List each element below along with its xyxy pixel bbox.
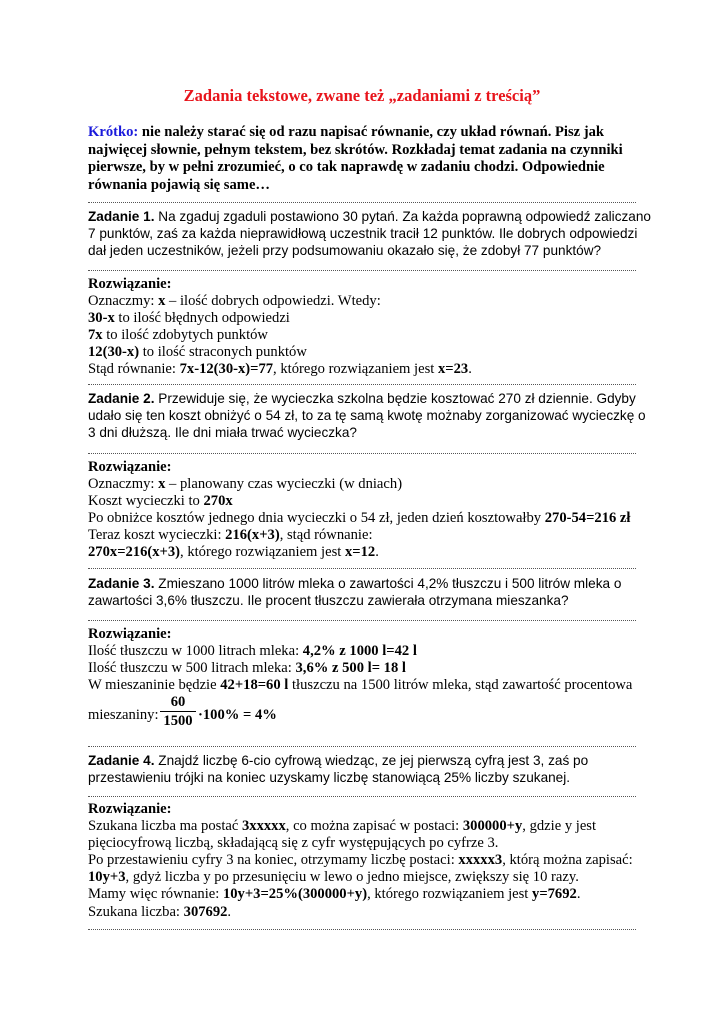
text: . <box>468 361 472 378</box>
text: – planowany czas wycieczki (w dniach) <box>165 476 403 493</box>
dotted-separator <box>88 384 636 385</box>
fraction-numerator: 60 <box>160 694 196 712</box>
math: 42+18=60 l <box>220 677 289 694</box>
text: Ilość tłuszczu w 1000 litrach mleka: <box>88 643 303 660</box>
math: 3xxxxx <box>241 818 286 835</box>
math: 216(x+3) <box>225 527 280 544</box>
math: 307692 <box>183 903 228 920</box>
math: 270x=216(x+3) <box>88 544 181 561</box>
task-2-line: 3 dni dłuższą. Ile dni miała trwać wycieczka? <box>88 425 357 441</box>
text: . <box>375 544 379 561</box>
text: . <box>227 903 232 920</box>
fraction-line <box>88 694 640 742</box>
solution-header: Rozwiązanie: <box>88 801 172 817</box>
task-3 <box>88 575 640 609</box>
text: to ilość zdobytych punktów <box>102 327 268 344</box>
solution-header: Rozwiązanie: <box>88 276 172 292</box>
math: 12(30-x) <box>88 344 140 361</box>
dotted-separator <box>88 620 636 621</box>
task-3-line: zawartości 3,6% tłuszczu. Ile procent tłuszczu zawierała otrzymana mieszanka? <box>88 593 569 609</box>
math: xxxxx3 <box>458 852 503 869</box>
solution-2 <box>88 459 640 562</box>
task-4-label: Zadanie 4. <box>88 753 155 768</box>
math: 300000+y <box>462 818 523 835</box>
math: 7x <box>88 327 103 344</box>
task-1-label: Zadanie 1. <box>88 209 155 224</box>
text: , gdyż liczba y po przesunięciu w lewo o jedno miejsce, zwiększy się 10 razy. <box>125 869 579 886</box>
dotted-separator <box>88 746 636 747</box>
dotted-separator <box>88 568 636 569</box>
solution-1 <box>88 276 640 379</box>
intro-paragraph <box>88 124 636 194</box>
math: 270x <box>203 493 233 510</box>
text: , którego rozwiązaniem jest <box>273 361 438 378</box>
text: Ilość tłuszczu w 500 litrach mleka: <box>88 660 296 677</box>
page-title: Zadania tekstowe, zwane też „zadaniami z treścią” <box>183 86 541 105</box>
math: 270-54=216 zł <box>544 510 631 527</box>
task-2-label: Zadanie 2. <box>88 391 155 406</box>
task-4-line: Znajdź liczbę 6-cio cyfrową wiedząc, ze jej pierwszą cyfrą jest 3, zaś po <box>154 753 589 768</box>
text: . <box>576 886 581 903</box>
math: x <box>158 476 166 493</box>
text: , stąd równanie: <box>279 527 373 544</box>
text: Mamy więc równanie: <box>88 886 223 903</box>
dotted-separator <box>88 929 636 930</box>
text: , co można zapisać w postaci: <box>285 818 463 835</box>
intro-lead: Krótko: <box>88 124 139 140</box>
task-4-line: przestawieniu trójki na koniec uzyskamy liczbę stanowiącą 25% liczby szukanej. <box>88 770 571 786</box>
math: 30-x <box>88 310 115 327</box>
text: – ilość dobrych odpowiedzi. Wtedy: <box>165 293 381 310</box>
fraction <box>160 694 196 730</box>
task-2 <box>88 390 646 441</box>
math: x=12 <box>344 544 376 561</box>
fraction-denominator: 1500 <box>163 713 193 730</box>
task-1 <box>88 208 651 259</box>
math: 7x-12(30-x)=77 <box>179 361 274 378</box>
text: Po obniżce kosztów jednego dnia wycieczki o 54 zł, jeden dzień kosztowałby <box>88 510 545 527</box>
math: 3,6% z 500 l= 18 l <box>295 660 406 677</box>
dotted-separator <box>88 270 636 271</box>
math: y=7692 <box>532 886 577 903</box>
math: 10y+3=25%(300000+y) <box>222 886 368 903</box>
task-3-line: Zmieszano 1000 litrów mleka o zawartości 4,2% tłuszczu i 500 litrów mleka o <box>154 576 622 591</box>
dotted-separator <box>88 202 636 203</box>
text: Oznaczmy: <box>88 476 159 493</box>
task-2-line: Przewiduje się, że wycieczka szkolna będzie kosztować 270 zł dziennie. Gdyby <box>154 391 636 406</box>
text: , gdzie y jest <box>522 818 597 835</box>
text: to ilość straconych punktów <box>139 344 307 361</box>
task-1-line: dał jeden uczestników, jeżeli przy podsumowaniu okazało się, że zdobył 77 punktów? <box>88 243 602 259</box>
task-1-line: Na zgaduj zgaduli postawiono 30 pytań. Za każda poprawną odpowiedź zaliczano <box>154 209 651 224</box>
text: pięciocyfrową liczbą, składającą się z cyfr występujących po cyfrze 3. <box>88 835 499 852</box>
task-3-label: Zadanie 3. <box>88 576 155 591</box>
dotted-separator <box>88 796 636 797</box>
text: Po przestawieniu cyfry 3 na koniec, otrzymamy liczbę postaci: <box>88 852 459 869</box>
text: Szukana liczba: <box>88 903 184 920</box>
math: 4,2% z 1000 l=42 l <box>302 643 417 660</box>
dotted-separator <box>88 453 636 454</box>
solution-4 <box>88 801 640 921</box>
solution-header: Rozwiązanie: <box>88 459 172 475</box>
text: Teraz koszt wycieczki: <box>88 527 226 544</box>
task-1-line: 7 punktów, zaś za każda nieprawidłową uczestnik tracił 12 punktów. Ile dobrych odpowiedzi <box>88 226 638 242</box>
text: Oznaczmy: <box>88 293 159 310</box>
solution-header: Rozwiązanie: <box>88 626 172 642</box>
text: Koszt wycieczki to <box>88 493 204 510</box>
math: 10y+3 <box>88 869 126 886</box>
math: ·100% = 4% <box>198 707 277 724</box>
text: , którego rozwiązaniem jest <box>180 544 345 561</box>
intro-text: nie należy starać się od razu napisać równanie, czy układ równań. Pisz jak najwięcej słownie, pełnym tekstem, bez skrótów. Rozkładaj temat zadania na czynniki pierwsze, by w pełni zrozumieć, o co tak naprawdę w zadaniu chodzi. Odpowiednie równania pojawią się same… <box>88 124 623 193</box>
text: , którego rozwiązaniem jest <box>367 886 533 903</box>
task-2-line: udało się ten koszt obniżyć o 54 zł, to za tę samą kwotę możnaby zorganizować wycieczkę o <box>88 408 646 424</box>
text: Szukana liczba ma postać <box>88 818 242 835</box>
text: mieszaniny: <box>88 707 159 724</box>
text: Stąd równanie: <box>88 361 180 378</box>
math: x=23 <box>437 361 469 378</box>
math: x <box>158 293 166 310</box>
text: , którą można zapisać: <box>502 852 633 869</box>
solution-3 <box>88 626 640 742</box>
text: tłuszczu na 1500 litrów mleka, stąd zawartość procentowa <box>288 677 633 694</box>
text: to ilość błędnych odpowiedzi <box>114 310 290 327</box>
text: W mieszaninie będzie <box>88 677 221 694</box>
task-4 <box>88 752 640 786</box>
